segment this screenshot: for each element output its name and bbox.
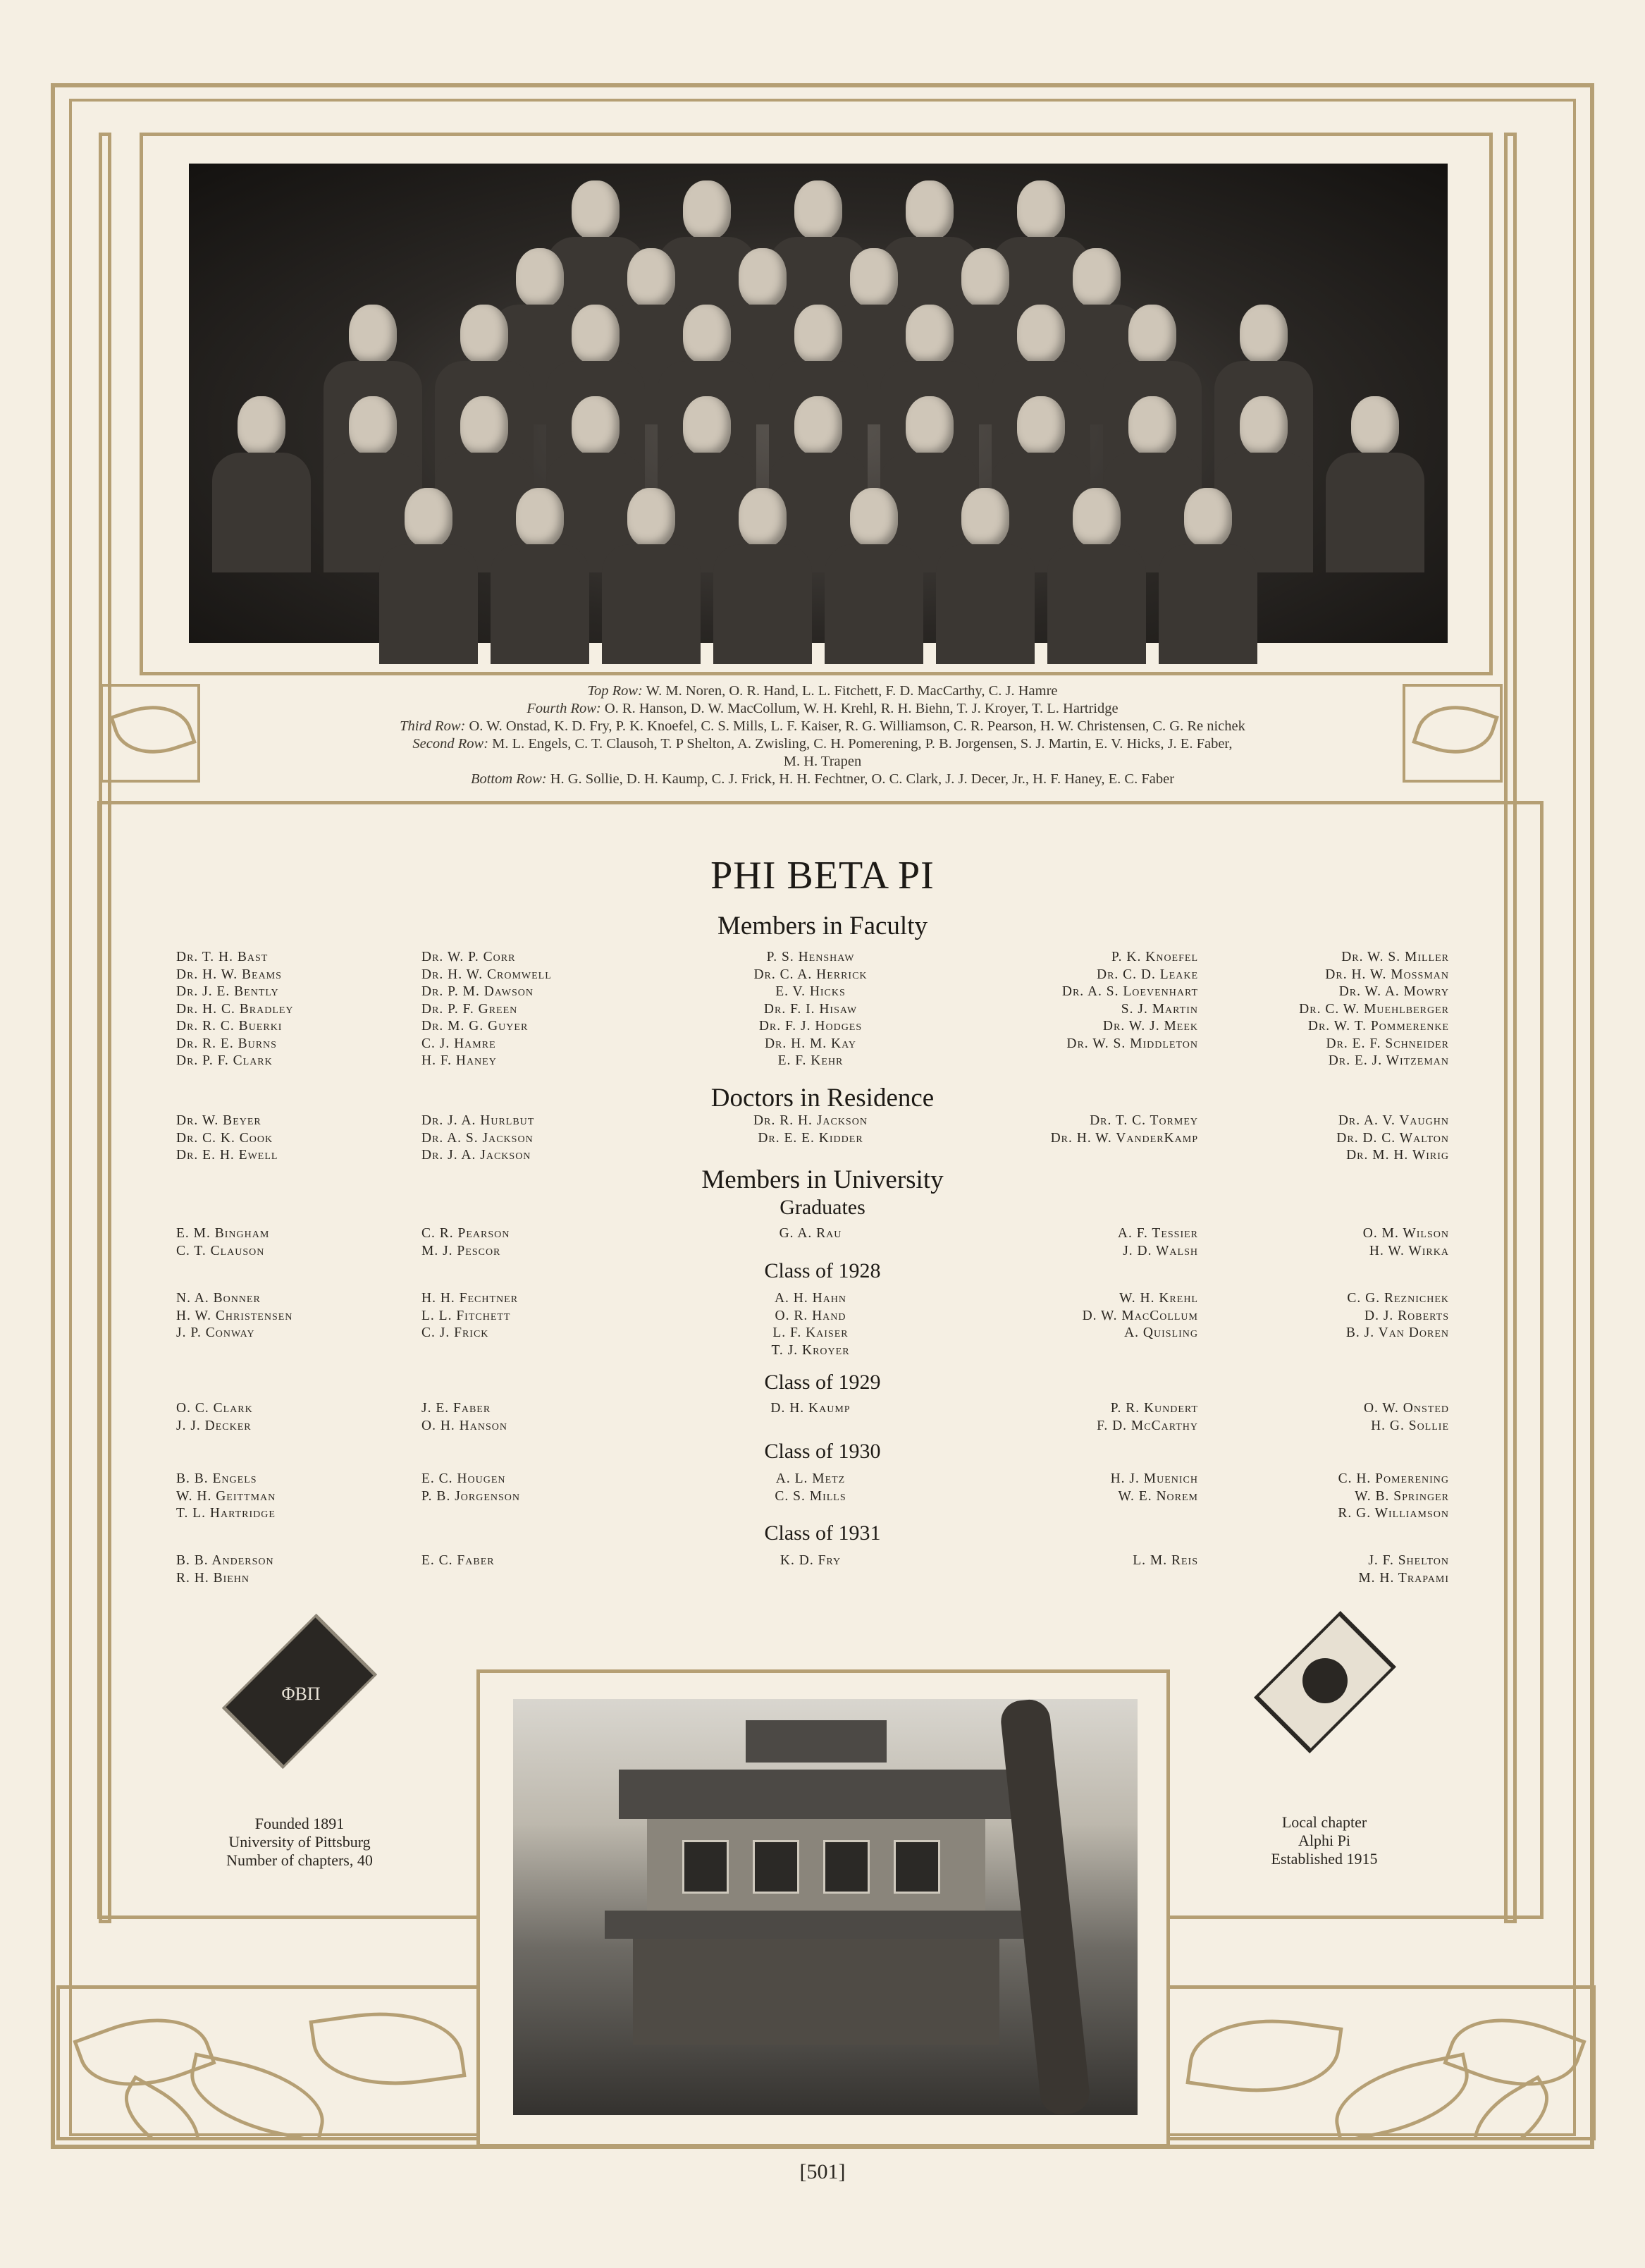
member-name: J. D. Walsh (1123, 1243, 1198, 1258)
subheading-class-1928: Class of 1928 (764, 1259, 881, 1282)
member-name: Dr. W. A. Mowry (1338, 984, 1449, 999)
member-name: H. G. Sollie (1371, 1418, 1449, 1433)
member-name: Dr. A. S. Loevenhart (1061, 984, 1198, 999)
member-name: Dr. E. F. Schneider (1326, 1036, 1449, 1051)
member-name: Dr. F. I. Hisaw (763, 1001, 858, 1017)
class-1930-col-1 (176, 1471, 409, 1523)
member-name: T. L. Hartridge (176, 1506, 276, 1521)
class-1931-col-1 (176, 1552, 409, 1587)
page-title: PHI BETA PI (710, 854, 935, 897)
member-name: F. D. McCarthy (1097, 1418, 1198, 1433)
subheading-class-1930: Class of 1930 (764, 1440, 881, 1463)
member-name: H. W. Christensen (176, 1308, 293, 1323)
member-name: Dr. H. M. Kay (764, 1036, 857, 1051)
member-name: E. F. Kehr (777, 1053, 844, 1068)
member-name: Dr. F. J. Hodges (758, 1019, 863, 1034)
member-name: H. F. Haney (421, 1053, 497, 1068)
member-name: H. H. Fechtner (421, 1291, 519, 1306)
member-name: O. H. Hanson (421, 1418, 507, 1433)
member-name: Dr. W. S. Middleton (1066, 1036, 1198, 1051)
member-name: B. B. Engels (176, 1471, 257, 1486)
member-name: A. H. Hahn (774, 1291, 847, 1306)
member-name: P. R. Kundert (1110, 1401, 1198, 1416)
member-name: C. T. Clauson (176, 1243, 265, 1258)
member-name: A. L. Metz (775, 1471, 846, 1486)
member-name: P. B. Jorgenson (421, 1488, 521, 1504)
member-name: Dr. A. S. Jackson (421, 1130, 534, 1146)
member-name: Dr. E. J. Witzeman (1328, 1053, 1449, 1068)
member-name: D. H. Kaump (770, 1401, 851, 1416)
skull-icon (1302, 1658, 1348, 1703)
member-name: C. S. Mills (775, 1488, 846, 1504)
member-name: P. S. Henshaw (766, 950, 855, 964)
member-name: L. M. Reis (1133, 1553, 1198, 1568)
member-name: K. D. Fry (780, 1553, 842, 1568)
residence-col-5 (1205, 1112, 1449, 1165)
member-name: Dr. E. H. Ewell (176, 1148, 278, 1163)
section-heading-faculty: Members in Faculty (717, 912, 928, 940)
member-name: Dr. C. A. Herrick (753, 967, 868, 982)
member-name: W. H. Geittman (176, 1488, 276, 1504)
member-name: M. H. Trapami (1358, 1570, 1449, 1586)
faculty-col-5 (1205, 949, 1449, 1070)
member-name: E. V. Hicks (775, 984, 846, 999)
member-name: C. G. Reznichek (1347, 1291, 1449, 1306)
member-name: Dr. R. E. Burns (176, 1036, 277, 1051)
member-name: Dr. T. C. Tormey (1090, 1113, 1198, 1128)
faculty-col-4 (959, 949, 1198, 1053)
member-name: O. M. Wilson (1362, 1226, 1449, 1241)
chapter-line: Alphi Pi (1298, 1832, 1350, 1849)
class-1931-col-5 (1205, 1552, 1449, 1587)
member-name: Dr. P. F. Green (421, 1001, 518, 1017)
member-name: Dr. H. W. Beams (176, 967, 282, 982)
page-number: [501] (799, 2160, 846, 2183)
member-name: Dr. R. H. Jackson (753, 1113, 868, 1128)
class-1929-col-1 (176, 1400, 409, 1435)
class-1931-col-2 (421, 1552, 661, 1570)
residence-col-2 (421, 1112, 661, 1165)
member-name: C. J. Frick (421, 1325, 489, 1340)
member-name: Dr. C. D. Leake (1097, 967, 1198, 982)
graduates-col-5 (1205, 1225, 1449, 1260)
member-name: Dr. R. C. Buerki (176, 1019, 283, 1034)
leaf-ornament-icon (100, 684, 200, 783)
member-name: P. K. Knoefel (1111, 950, 1198, 964)
subheading-class-1931: Class of 1931 (764, 1521, 881, 1545)
caption-row: Second Row: M. L. Engels, C. T. Clausoh, T. P Shelton, A. Zwisling, C. H. Pomerening, P. B. Jorgensen, S. J. Martin, E. V. Hicks, J. E. Faber, (412, 736, 1233, 752)
class-1928-col-1 (176, 1290, 409, 1342)
member-name: Dr. E. E. Kidder (758, 1130, 863, 1146)
member-name: L. L. Fitchett (421, 1308, 511, 1323)
class-1931-col-3 (666, 1552, 955, 1570)
class-1930-col-4 (959, 1471, 1198, 1505)
member-name: J. F. Shelton (1368, 1553, 1449, 1568)
member-name: Dr. T. H. Bast (176, 950, 269, 964)
member-name: Dr. W. Beyer (176, 1113, 261, 1128)
caption-row: M. H. Trapen (783, 754, 862, 769)
class-1930-col-5 (1205, 1471, 1449, 1523)
caption-row: Third Row: O. W. Onstad, K. D. Fry, P. K. Knoefel, C. S. Mills, L. F. Kaiser, R. G. Williamson, C. R. Pearson, H. W. Christensen, C. G. Re nichek (400, 718, 1245, 734)
member-name: A. F. Tessier (1117, 1226, 1198, 1241)
member-name: Dr. C. W. Muehlberger (1299, 1001, 1449, 1017)
member-name: D. W. MacCollum (1082, 1308, 1198, 1323)
member-name: E. C. Hougen (421, 1471, 506, 1486)
member-name: C. H. Pomerening (1338, 1471, 1449, 1486)
chapter-line: Established 1915 (1271, 1850, 1378, 1868)
member-name: D. J. Roberts (1364, 1308, 1449, 1323)
faculty-col-1 (176, 949, 409, 1070)
member-name: Dr. W. T. Pommerenke (1307, 1019, 1449, 1034)
member-name: C. R. Pearson (421, 1226, 510, 1241)
member-name: Dr. J. A. Hurlbut (421, 1113, 535, 1128)
graduates-col-2 (421, 1225, 661, 1260)
member-name: J. E. Faber (421, 1401, 491, 1416)
member-name: Dr. P. F. Clark (176, 1053, 273, 1068)
member-name: T. J. Kroyer (771, 1342, 850, 1358)
member-name: W. B. Springer (1355, 1488, 1449, 1504)
caption-row: Top Row: W. M. Noren, O. R. Hand, L. L. Fitchett, F. D. MacCarthy, C. J. Hamre (587, 683, 1058, 699)
member-name: J. P. Conway (176, 1325, 255, 1340)
member-name: R. H. Biehn (176, 1570, 250, 1586)
class-1930-col-2 (421, 1471, 661, 1505)
graduates-col-4 (959, 1225, 1198, 1260)
graduates-col-1 (176, 1225, 409, 1260)
member-name: Dr. H. W. Mossman (1325, 967, 1449, 982)
member-name: S. J. Martin (1121, 1001, 1198, 1017)
member-name: O. C. Clark (176, 1401, 253, 1416)
founding-line: Founded 1891 (254, 1815, 345, 1832)
member-name: Dr. J. A. Jackson (421, 1148, 531, 1163)
class-1931-col-4 (959, 1552, 1198, 1570)
member-name: E. C. Faber (421, 1553, 495, 1568)
caption-row: Bottom Row: H. G. Sollie, D. H. Kaump, C. J. Frick, H. H. Fechtner, O. C. Clark, J. J. Decer, Jr., H. F. Haney, E. C. Faber (470, 771, 1175, 787)
member-name: Dr. M. H. Wirig (1346, 1148, 1449, 1163)
member-name: Dr. W. J. Meek (1102, 1019, 1198, 1034)
chapter-line: Local chapter (1281, 1813, 1367, 1831)
member-name: G. A. Rau (779, 1226, 842, 1241)
group-photo (189, 164, 1448, 643)
member-name: A. Quisling (1124, 1325, 1198, 1340)
class-1928-col-4 (959, 1290, 1198, 1342)
member-name: N. A. Bonner (176, 1291, 261, 1306)
member-name: E. M. Bingham (176, 1226, 270, 1241)
photo-bottom-row (189, 488, 1448, 664)
class-1928-col-2 (421, 1290, 661, 1342)
class-1929-col-5 (1205, 1400, 1449, 1435)
subheading-graduates: Graduates (780, 1196, 865, 1219)
residence-col-3 (666, 1112, 955, 1147)
member-name: O. R. Hand (775, 1308, 846, 1323)
residence-col-1 (176, 1112, 409, 1165)
member-name: Dr. W. P. Corr (421, 950, 516, 964)
member-name: Dr. C. K. Cook (176, 1130, 273, 1146)
founding-line: University of Pittsburg (228, 1833, 371, 1851)
faculty-col-2 (421, 949, 661, 1070)
photo-caption (211, 682, 1434, 788)
member-name: Dr. P. M. Dawson (421, 984, 534, 999)
member-name: R. G. Williamson (1338, 1506, 1449, 1521)
member-name: Dr. D. C. Walton (1336, 1130, 1449, 1146)
class-1928-col-5 (1205, 1290, 1449, 1342)
class-1929-col-3 (666, 1400, 955, 1418)
faculty-col-3 (666, 949, 955, 1070)
member-name: Dr. H. C. Bradley (176, 1001, 294, 1017)
caption-row: Fourth Row: O. R. Hanson, D. W. MacCollum, W. H. Krehl, R. H. Biehn, T. J. Kroyer, T. L. Hartridge (526, 701, 1119, 716)
leaf-scroll-ornament-icon (56, 1985, 486, 2140)
member-name: W. H. Krehl (1119, 1291, 1198, 1306)
founding-line: Number of chapters, 40 (226, 1851, 373, 1869)
member-name: B. J. Van Doren (1345, 1325, 1449, 1340)
class-1930-col-3 (666, 1471, 955, 1505)
residence-col-4 (959, 1112, 1198, 1147)
class-1929-col-4 (959, 1400, 1198, 1435)
class-1928-col-3 (666, 1290, 955, 1359)
badge-letters: ΦΒΠ (281, 1684, 321, 1704)
member-name: Dr. H. W. Cromwell (421, 967, 552, 982)
member-name: Dr. A. V. Vaughn (1338, 1113, 1449, 1128)
section-heading-residence: Doctors in Residence (710, 1084, 935, 1112)
member-name: W. E. Norem (1118, 1488, 1198, 1504)
chapter-house-photo (513, 1699, 1138, 2115)
subheading-class-1929: Class of 1929 (764, 1371, 881, 1394)
member-name: H. W. Wirka (1369, 1243, 1449, 1258)
section-heading-university: Members in University (701, 1165, 944, 1194)
class-1929-col-2 (421, 1400, 661, 1435)
graduates-col-3 (666, 1225, 955, 1243)
member-name: H. J. Muenich (1110, 1471, 1198, 1486)
member-name: J. J. Decker (176, 1418, 252, 1433)
founding-info (169, 1815, 430, 1870)
member-name: C. J. Hamre (421, 1036, 496, 1051)
leaf-scroll-ornament-icon (1166, 1985, 1596, 2140)
chapter-info (1215, 1813, 1434, 1868)
member-name: B. B. Anderson (176, 1553, 274, 1568)
member-name: O. W. Onsted (1363, 1401, 1449, 1416)
member-name: Dr. J. E. Bently (176, 984, 279, 999)
member-name: Dr. H. W. VanderKamp (1050, 1130, 1198, 1146)
member-name: Dr. W. S. Miller (1341, 950, 1449, 964)
member-name: Dr. M. G. Guyer (421, 1019, 529, 1034)
member-name: L. F. Kaiser (772, 1325, 849, 1340)
member-name: M. J. Pescor (421, 1243, 501, 1258)
